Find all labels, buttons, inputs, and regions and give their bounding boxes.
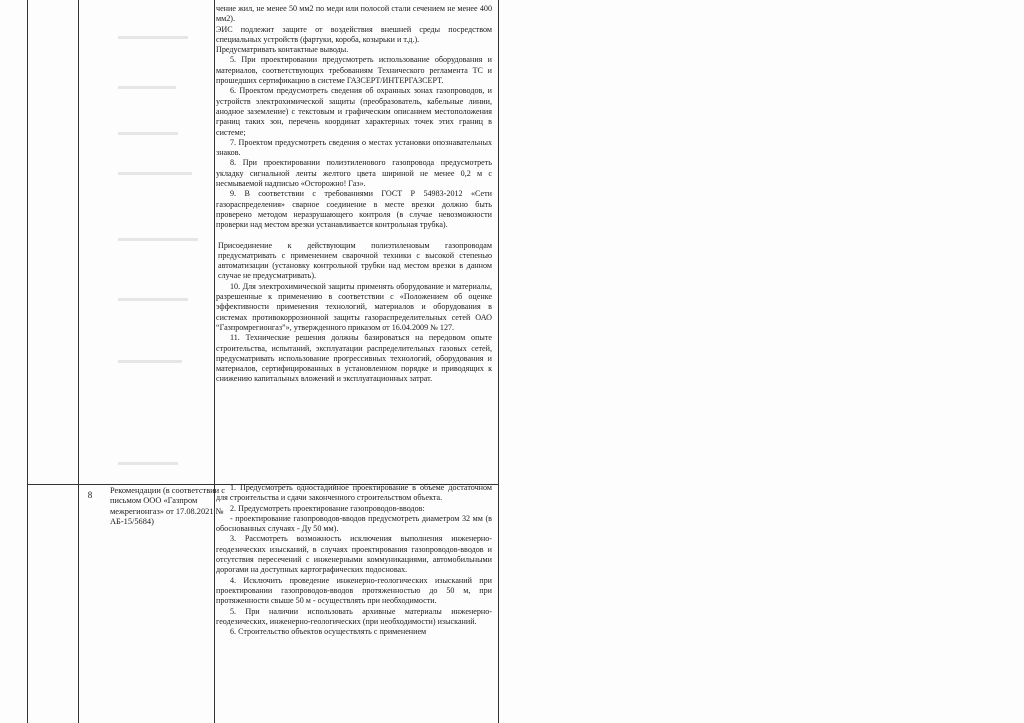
- bleed-through-mark: [118, 86, 176, 89]
- paragraph: Предусматривать контактные выводы.: [216, 45, 349, 55]
- paragraph: 6. Строительство объектов осуществлять с применением: [230, 627, 427, 637]
- paragraph: 9. В соответствии с требованиями ГОСТ Р 54983-2012 «Сети газораспределения» сварное соединение в месте врезки должно быть проверено методом неразрушающего контроля (в случае невозможности проверки над местом врезки устанавливается контрольная трубка).: [216, 189, 492, 230]
- row-recommendation-label: Рекомендации (в соответствии с письмом ООО «Газпром межрегионгаз» от 17.08.2021 № АБ-15/5684): [110, 486, 225, 527]
- bleed-through-mark: [118, 172, 192, 175]
- paragraph: 10. Для электрохимической защиты применять оборудование и материалы, разрешенные к применению в соответствии с «Положением об оценке эффективности применения технологий, материалов и оборудования в системах противокоррозионной защиты газораспределительных сетей ОАО “Газпромрегионгаз”», утвержденного приказом от 16.04.2009 № 127.: [216, 281, 492, 332]
- paragraph: 3. Рассмотреть возможность исключения выполнения инженерно-геодезических изысканий, в случаях проектирования газопроводов-вводов и отсутствия пересечений с инженерными коммуникациями, автомобильными дорогами на доступных картографических подосновах.: [216, 534, 492, 575]
- paragraph: Присоединение к действующим полиэтиленовым газопроводам предусматривать с применением сварочной техники с высокой степенью автоматизации (установку контрольной трубки над местом врезки в данном случае не предусматривать).: [218, 240, 492, 281]
- paragraph: - проектирование газопроводов-вводов предусмотреть диаметром 32 мм (в обоснованных случаях - Ду 50 мм).: [216, 513, 492, 534]
- paragraph: 5. При наличии использовать архивные материалы инженерно-геодезических, инженерно-геологических (при необходимости) изысканий.: [216, 606, 492, 626]
- paragraph: чение жил, не менее 50 мм2 по меди или полосой стали сечением не менее 400 мм2).: [216, 4, 492, 24]
- paragraph: ЭИС подлежит защите от воздействия внешней среды посредством специальных устройств (фартуки, короба, козырьки и т.д.).: [216, 24, 492, 44]
- paragraph: 6. Проектом предусмотреть сведения об охранных зонах газопроводов, и устройств электрохимической защиты (преобразователь, кабельные линии, анодное заземление) с текстовым и графическим описанием местоположения границ таких зон, перечень координат характерных точек этих границ в системе;: [216, 86, 492, 137]
- paragraph: 11. Технические решения должны базироваться на передовом опыте строительства, испытаний, эксплуатации распределительных газовых сетей, предусматривать использование прогрессивных технологий, оборудования и материалов, сертифицированных в установленном порядке и приводящих к снижению капитальных вложений и эксплуатационных затрат.: [216, 333, 492, 384]
- paragraph: 5. При проектировании предусмотреть использование оборудования и материалов, соответствующих требованиям Технического регламента ТС и прошедших сертификацию в системе ГАЗСЕРТ/ИНТЕРГАЗСЕРТ.: [216, 55, 492, 86]
- bleed-through-mark: [118, 36, 188, 39]
- bleed-through-mark: [118, 462, 178, 465]
- column-divider-content: [214, 0, 215, 723]
- paragraph: 1. Предусмотреть одностадийное проектирование в объеме достаточном для строительства и сдачи законченного строительством объекта.: [216, 483, 492, 503]
- paragraph: 8. При проектировании полиэтиленового газопровода предусмотреть укладку сигнальной ленты желтого цвета шириной не менее 0,2 м с несмываемой надписью «Осторожно! Газ».: [216, 158, 492, 189]
- bleed-through-mark: [118, 360, 182, 363]
- bleed-through-mark: [118, 238, 198, 241]
- paragraph: 7. Проектом предусмотреть сведения о местах установки опознавательных знаков.: [216, 137, 492, 158]
- bleed-through-mark: [118, 298, 188, 301]
- paragraph: 4. Исключить проведение инженерно-геологических изысканий при проектировании газопроводов-вводов протяженностью до 50 м, при протяженности свыше 50 м - осуществлять при необходимости.: [216, 575, 492, 606]
- column-divider-number: [78, 0, 79, 723]
- paragraph: 2. Предусмотреть проектирование газопроводов-вводов:: [230, 503, 425, 513]
- row-number: 8: [87, 490, 93, 500]
- row-7-content: [216, 4, 492, 385]
- bleed-through-mark: [118, 132, 178, 135]
- row-8-content: [216, 483, 492, 637]
